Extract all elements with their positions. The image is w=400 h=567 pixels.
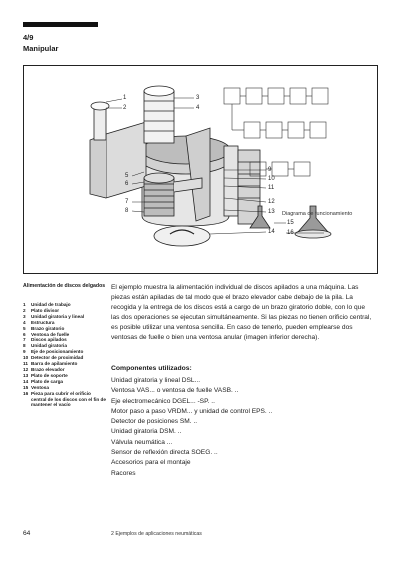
legend-item: 6 Ventosa de fuelle [23,331,70,337]
section-title: Manipular [23,44,59,53]
legend-title: Alimentación de discos delgados [23,283,106,289]
component-item: Ventosa VAS... o ventosa de fuelle VASB. .. [111,387,239,395]
callout-4: 4 [196,105,200,111]
section-number: 4/9 [23,33,34,42]
callout-14: 14 [268,229,275,235]
technical-illustration [23,65,378,274]
legend-item: 13 Plato de soporte [23,372,68,378]
legend-item: 8 Unidad giratoria [23,343,67,349]
legend-item: 7 Discos apilados [23,337,67,343]
callout-8: 8 [125,208,129,214]
component-item: Válvula neumática ... [111,438,173,446]
legend [23,283,107,408]
callout-10: 10 [268,176,275,182]
legend-item: 16 Pieza para cubrir el orificio central de los discos con el fin de mantener el vacío [23,390,107,408]
component-item: Detector de posiciones SM. .. [111,418,198,426]
component-item: Unidad giratoria y lineal DSL... [111,377,201,384]
component-item: Unidad giratoria DSM. .. [111,428,182,436]
legend-item: 10 Detector de proximidad [23,355,84,361]
section-rule [23,22,98,27]
legend-item: 15 Ventosa [23,384,49,390]
callout-2: 2 [123,105,127,111]
chapter-footer: 2 Ejemplos de aplicaciones neumáticas [111,531,202,537]
callout-13: 13 [268,209,275,215]
legend-item: 9 Eje de posicionamiento [23,349,84,355]
diagram-caption: Diagrama de funcionamiento [282,211,353,217]
callout-12: 12 [268,199,275,205]
legend-item: 2 Plato divisor [23,307,60,313]
callout-6: 6 [125,181,129,187]
callout-7: 7 [125,199,129,205]
component-item: Racores [111,469,136,477]
component-item: Motor paso a paso VRDM... y unidad de control EPS. .. [111,407,273,415]
component-item: Sensor de reflexión directa SOEG. .. [111,449,218,457]
callout-1: 1 [123,95,127,101]
component-item: Accesorios para el montaje [111,459,191,467]
component-item: Eje electromecánico DGEL... -SP. .. [111,397,215,405]
legend-item: 5 Brazo giratorio [23,325,65,331]
description-paragraph: El ejemplo muestra la alimentación individual de discos apilados a una máquina. Las piezas están apiladas de tal modo que el brazo elevador cabe debajo de la pila. La recogida y la entrega de los discos está a cargo de un brazo giratorio doble, con lo que las dos operaciones se ejecutan simultáneamente. Si las piezas no tienen orificio central, es posible utilizar una ventosa sencilla. En caso de tenerlo, pueden emplearse dos ventosas de fuelle o bien una ventosa anular (imagen inferior derecha). [111,284,372,341]
legend-item: 4 Estructura [23,319,55,325]
callout-16: 16 [287,230,294,236]
legend-item: 12 Brazo elevador [23,366,65,372]
page-number: 64 [23,530,31,537]
machine-drawing [24,66,378,274]
components-heading: Componentes utilizados: [111,365,192,372]
legend-item: 11 Barra de apilamiento [23,361,78,367]
callout-3: 3 [196,95,200,101]
callout-11: 11 [268,185,275,191]
legend-item: 14 Plato de carga [23,378,64,384]
callout-15: 15 [287,220,294,226]
legend-item: 3 Unidad giratoria y lineal [23,313,85,319]
callout-5: 5 [125,173,129,179]
legend-item: 1 Unidad de trabajo [23,302,71,307]
callout-9: 9 [268,167,272,173]
components-list [111,376,272,479]
